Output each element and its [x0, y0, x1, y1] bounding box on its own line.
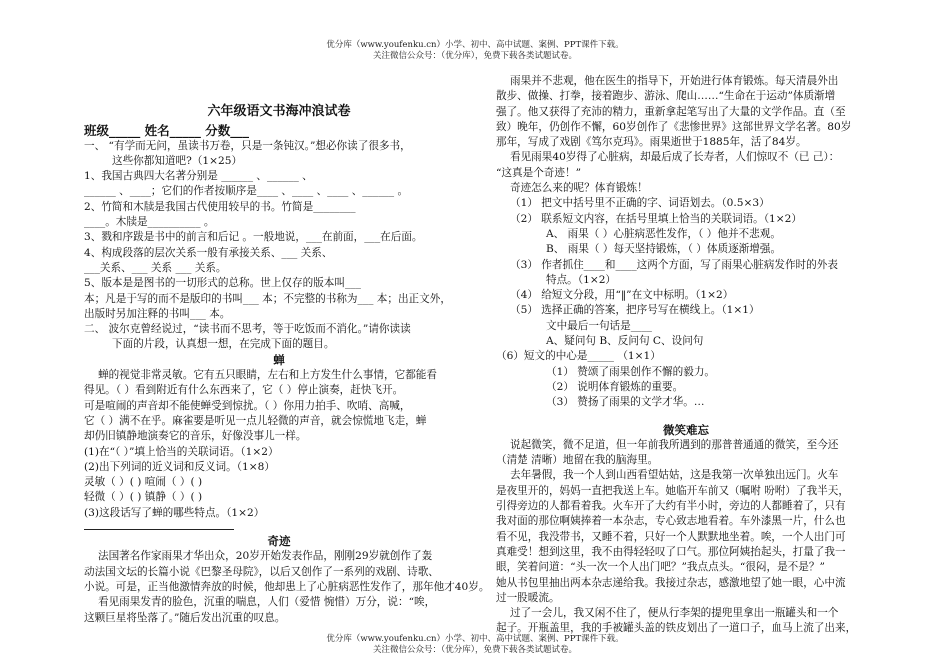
passage-line: 小说。可是，正当他激情奔放的时候，他却患上了心脏病恶性发作了，那年他才40岁。	[84, 580, 490, 593]
section1-line: 5、版本是是图书的一切形式的总称。世上仅存的版本叫___	[84, 277, 361, 290]
passage-line: 强了。他又获得了充沛的精力，重新拿起笔写出了大量的文学作品。直（至	[496, 105, 846, 118]
question-line: （6）短文的中心是_____ （1×1）	[496, 350, 661, 363]
question-line: （3） 赞扬了雨果的文学才华。…	[546, 396, 705, 409]
passage-smile-title: 微笑难忘	[663, 422, 709, 437]
passage-line: 得见。（ ）看到附近有什么东西来了，它（ ）停止演奏，赶快飞开。	[84, 384, 404, 397]
footer-line-1: 优分库（www.youfenku.cn）小学、初中、高中试题、案例、PPT课件下载。	[326, 634, 624, 644]
passage-line: 可是喧闹的声音却不能使蝉受到惊扰。（ ）你用力拍手、吹哨、高喊，	[84, 399, 411, 412]
section2-line: 下面的片段，认真想一想，在完成下面的题目。	[112, 338, 335, 351]
section1-line: 2、竹简和木牍是我国古代使用较早的书。竹简是________	[84, 200, 356, 213]
question-line: (2)出下列词的近义词和反义词。（1×8）	[84, 460, 275, 473]
passage-line: “这真是个奇迹！”	[496, 166, 581, 179]
score-line: 班级_____ 姓名_____ 分数___	[84, 123, 249, 139]
question-line: （3） 作者抓住____和____这两个方面，写了雨果心脏病发作时的外表	[510, 258, 838, 271]
section1-line: 4、构成段落的层次关系一般有承接关系、___ 关系、	[84, 246, 333, 259]
section1-line: 本；凡是于写的而不是版印的书叫___ 本；不完整的书称为___ 本；出正文外，	[84, 292, 451, 305]
page-footer	[0, 634, 950, 656]
passage-line: 过了一会儿，我又闲不住了，便从行李架的提兜里拿出一瓶罐头和一个	[510, 607, 839, 620]
question-line: (1)在“（ ）”填上恰当的关联词语。（1×2）	[84, 445, 279, 458]
passage-line: 奇迹怎么来的呢？体育锻炼！	[510, 182, 648, 195]
passage-line: 眼，笑着问道：“头一次一个人出门吧？”我点点头。“很闷，是不是？”	[496, 561, 825, 574]
passage-line: 引得旁边的人都看着我。火车开了大约有半小时，旁边的人都睡着了，只有	[496, 500, 846, 513]
section1-line: 一、 “有学而无问，虽读书万卷，只是一条钝汉。”想必你读了很多书，	[84, 139, 411, 152]
passage-line: 起子。开瓶盖里，我的手被罐头盖的铁皮划出了一道口子，血马上流了出来，	[496, 622, 857, 635]
question-line: （4） 给短文分段，用“‖”在文中标明。（1×2）	[510, 289, 734, 302]
answer-rule	[84, 521, 234, 530]
page-header	[0, 40, 950, 62]
question-line: A、 雨果（ ）心脏病恶性发作，（ ）他并不悲观。	[546, 227, 781, 240]
header-line-1: 优分库（www.youfenku.cn）小学、初中、高中试题、案例、PPT课件下载。	[326, 40, 624, 50]
left-column	[84, 96, 490, 626]
passage-line: 蝉的视觉非常灵敏。它有五只眼睛，左右和上方发生什么事情，它都能看	[98, 369, 437, 382]
section1-line: ____。木牍是__________ 。	[84, 216, 215, 229]
passage-line: 动法国文坛的长篇小说《巴黎圣母院》，以后又创作了一系列的戏剧、诗歌、	[84, 565, 439, 578]
passage-line: 这颗巨星将坠落了。”随后发出沉重的叹息。	[84, 611, 286, 624]
question-line: A、疑问句 B、反问句 C、设问句	[546, 335, 704, 348]
passage-line: 是夜里开的，妈妈一直把我送上车。她临开车前又（嘱咐 吩咐）了我半天，	[496, 484, 849, 497]
passage-line: 那年，写成了戏剧《笃尔克玛》。雨果逝世于1885年，活了84岁。	[496, 136, 807, 149]
passage-line: 我对面的那位啊姨捧着一本杂志，专心致志地看着。车外漆黑一片，什么也	[496, 515, 846, 528]
passage-line: 过一股暖流。	[496, 591, 560, 604]
passage-line: 她从书包里抽出两本杂志递给我。我接过杂志，感激地望了她一眼，心中流	[496, 576, 846, 589]
section1-line: 这些你都知道吧?（1×25）	[112, 154, 243, 167]
question-line: （1） 赞颂了雨果创作不懈的毅力。	[546, 365, 716, 378]
question-line: （2） 联系短文内容，在括号里填上恰当的关联词语。（1×2）	[510, 212, 803, 225]
question-line: 特点。（1×2）	[546, 273, 617, 286]
question-line: 轻微（ ）( ) 镇静（ ）( )	[84, 491, 203, 504]
question-line: （1） 把文中括号里不正确的字、词语划去。（0.5×3）	[510, 197, 770, 210]
question-line: （2） 说明体育锻炼的重要。	[546, 380, 684, 393]
header-line-2: 关注微信公众号：（优分库），免费下载各类试题试卷。	[372, 51, 577, 61]
section1-line: 1、我国古典四大名著分别是 ______ 、______ 、	[84, 170, 313, 183]
passage-line: 看不见，我没带书，又睡不着，只好一个人默默地坐着。唉，一个人出门可	[496, 530, 846, 543]
passage-cicada-title: 蝉	[273, 352, 285, 367]
passage-line: 说起微笑，微不足道，但一年前我所遇到的那普普通通的微笑，至今还	[510, 438, 839, 451]
passage-line: 散步、做操、打拳，接着跑步、游泳、爬山……“生命在于运动”体质渐增	[496, 90, 836, 103]
section2-line: 二、 波尔克曾经说过，“读书而不思考，等于吃饭而不消化。”请你读读	[84, 323, 411, 336]
section1-line: 3、戮和序跋是书中的前言和后记 。一般地说，___在前面，___在后面。	[84, 231, 423, 244]
section1-line: 出版时另加注释的书叫___ 本。	[84, 307, 231, 320]
passage-line: 却仍旧镇静地演奏它的音乐，好像没事儿一样。	[84, 430, 307, 443]
passage-line: （清楚 清晰）地留在我的脑海里。	[496, 454, 659, 467]
section1-line: ______ 、____；它们的作者按顺序是____ 、____ 、____ 、______ 。	[84, 185, 409, 198]
passage-line: 真难受！想到这里，我不由得轻轻叹了口气。那位阿姨抬起头，打量了我一	[496, 545, 846, 558]
section1-line: ___关系、___ 关系 ___ 关系。	[84, 261, 227, 274]
question-line: （5） 选择正确的答案，把序号写在横线上。（1×1）	[510, 304, 760, 317]
passage-line: 法国著名作家雨果才华出众，20岁开始发表作品，刚刚29岁就创作了轰	[98, 550, 433, 563]
passage-line: 雨果并不悲观，他在医生的指导下，开始进行体育锻炼。每天清晨外出	[510, 75, 839, 87]
passage-line: 致）晚年，仍创作不懈，60岁创作了《悲惨世界》这部世界文学名著。80岁	[496, 120, 852, 133]
passage-line: 它（ ）满不在乎。麻雀要是听见一点儿轻微的声音，就会惊慌地飞走，蝉	[84, 414, 427, 427]
passage-line: 看见雨果40岁得了心脏病，却最后成了长寿者，人们惊叹不（已 己）：	[510, 151, 840, 164]
exam-title: 六年级语文书海冲浪试卷	[207, 104, 351, 119]
question-line: 灵敏（ ）( ) 喧闹（ ）( )	[84, 476, 203, 489]
right-column	[496, 74, 876, 637]
footer-line-2: 关注微信公众号：（优分库），免费下载各类试题试卷。	[372, 645, 577, 655]
question-line: (3)这段话写了蝉的哪些特点。（1×2）	[84, 506, 265, 519]
passage-line: 看见雨果发青的脸色，沉重的喘息，人们（爱惜 惋惜）万分，说：“唉，	[98, 596, 436, 609]
question-line: 文中最后一句话是____	[546, 319, 652, 332]
question-line: B、 雨果（ ）每天坚持锻炼，（ ）体质逐渐增强。	[546, 243, 782, 256]
passage-miracle-title: 奇迹	[267, 534, 291, 549]
passage-line: 去年暑假，我一个人到山西看望姑姑，这是我第一次单独出远门。火车	[510, 469, 839, 482]
